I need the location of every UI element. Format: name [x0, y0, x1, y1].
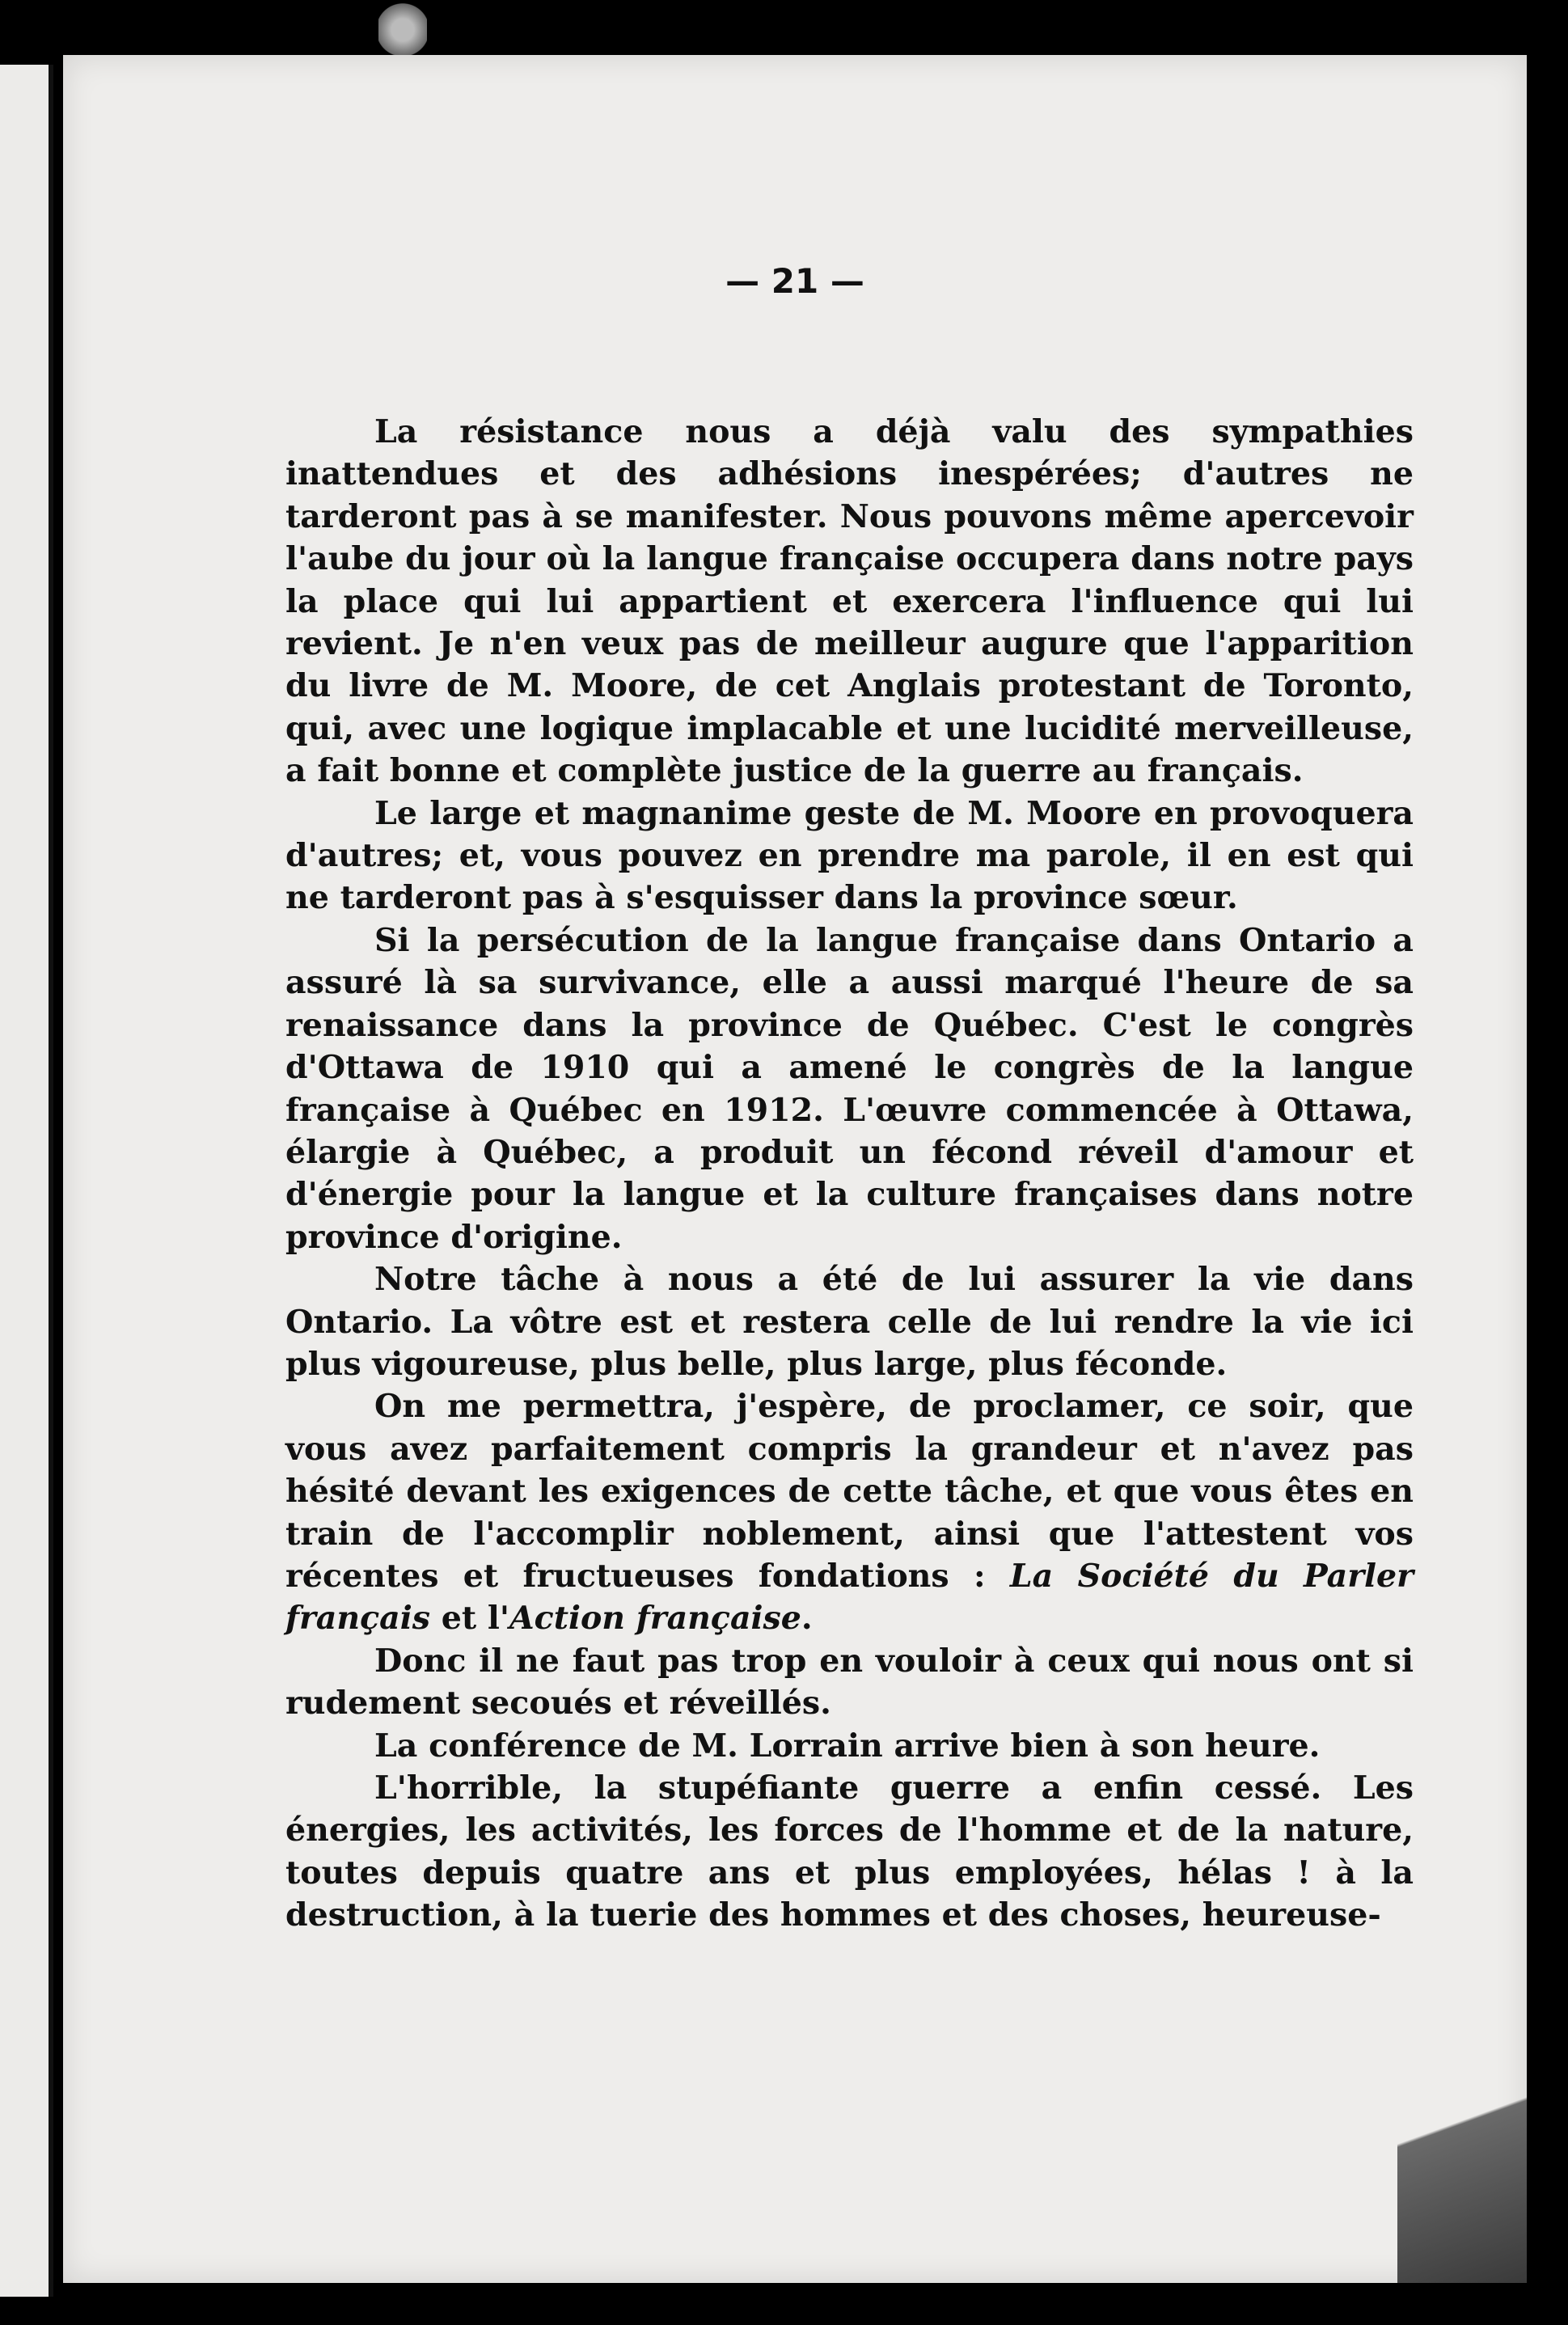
italic-action-title: Action française	[509, 1600, 801, 1638]
paragraph-5-joiner: et l'	[441, 1600, 510, 1638]
facing-page-edge	[0, 65, 53, 2297]
scan-mark	[378, 2, 427, 58]
page-corner-fold	[1397, 1992, 1527, 2283]
paragraph-5-text: On me permettra, j'espère, de proclamer, ce soir, que vous avez parfaitement compris la grandeur et n'avez pas hésité devant les exigences de cette tâche, et que vous êtes en train de l'accomplir noblement, ainsi que l'attestent vos récentes et fructueuses fondations :	[285, 1388, 1414, 1595]
paragraph-5-end: .	[801, 1600, 813, 1638]
paragraph-2: Le large et magnanime geste de M. Moore en provoquera d'autres; et, vous pouvez en prendre ma parole, il en est qui ne tarderont pas à s'esquisser dans la province sœur.	[285, 794, 1414, 917]
book-page	[63, 55, 1527, 2283]
paragraph-3: Si la persécution de la langue française dans Ontario a assuré là sa survivance, elle a aussi marqué l'heure de sa renaissance dans la province de Québec. C'est le congrès d'Ottawa de 1910 qui a amené le congrès de la langue française à Québec en 1912. L'œuvre commencée à Ottawa, élargie à Québec, a produit un fécond réveil d'amour et d'énergie pour la langue et la culture françaises dans notre province d'origine.	[285, 921, 1414, 1256]
page-number: — 21 —	[725, 261, 864, 301]
paragraph-1: La résistance nous a déjà valu des sympathies inattendues et des adhésions inespérées; d'autres ne tarderont pas à se manifester. Nous pouvons même apercevoir l'aube du jour où la langue française occupera dans notre pays la place qui lui appartient et exercera l'influence qui lui revient. Je n'en veux pas de meilleur augure que l'apparition du livre de M. Moore, de cet Anglais protestant de Toronto, qui, avec une logique implacable et une lucidité merveilleuse, a fait bonne et complète justice de la guerre au français.	[285, 413, 1414, 790]
paragraph-7: La conférence de M. Lorrain arrive bien à son heure.	[374, 1727, 1321, 1765]
paragraph-8: L'horrible, la stupéfiante guerre a enfin cessé. Les énergies, les activités, les forces de l'homme et de la nature, toutes depuis quatre ans et plus employées, hélas ! à la destruction, à la tuerie des hommes et des choses, heureuse-	[285, 1769, 1414, 1934]
italic-society-title: La Société du Parler français	[285, 1557, 1414, 1638]
paragraph-4: Notre tâche à nous a été de lui assurer la vie dans Ontario. La vôtre est et restera celle de lui rendre la vie ici plus vigoureuse, plus belle, plus large, plus féconde.	[285, 1261, 1414, 1383]
paragraph-6: Donc il ne faut pas trop en vouloir à ceux qui nous ont si rudement secoués et réveillés.	[285, 1642, 1414, 1723]
paragraph-5	[285, 1385, 1414, 1639]
body-text	[285, 411, 1414, 1937]
